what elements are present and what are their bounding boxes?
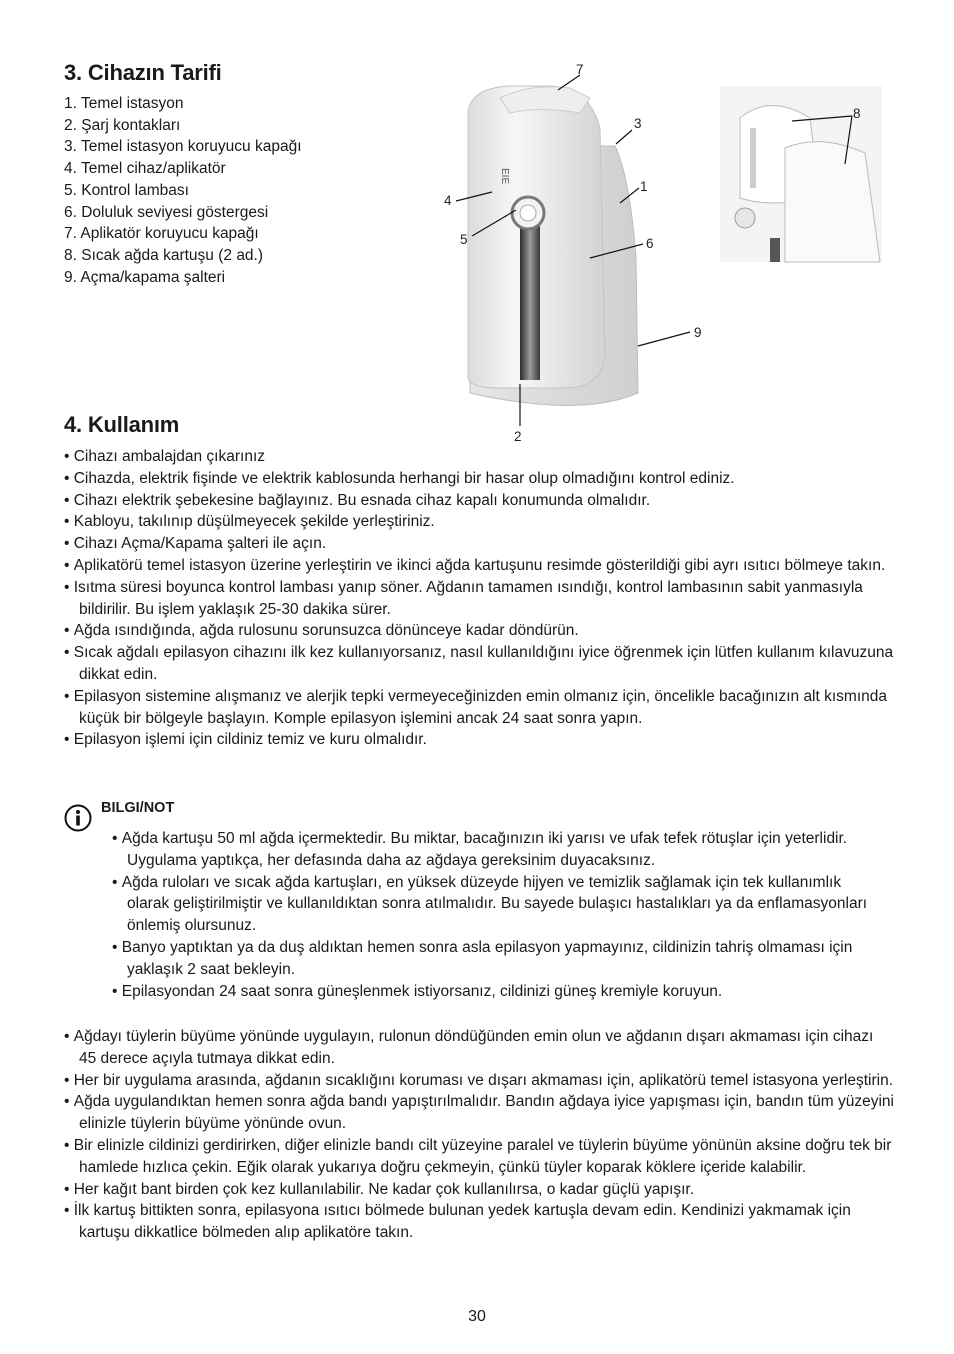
callout-1: 1	[640, 179, 648, 194]
list-item: • Ağda ısındığında, ağda rulosunu sorunsuzca dönünceye kadar döndürün.	[64, 620, 894, 642]
callout-4: 4	[444, 193, 452, 208]
parts-list-item: 3. Temel istasyon koruyucu kapağı	[64, 138, 302, 156]
usage-steps-list	[64, 446, 894, 751]
list-item: • Cihazı elektrik şebekesine bağlayınız. Bu esnada cihaz kapalı konumunda olmalıdır.	[64, 490, 894, 512]
list-item: • Her bir uygulama arasında, ağdanın sıcaklığını koruması ve dışarı akmaması için, aplikatörü temel istasyona yerleştirin.	[64, 1070, 894, 1092]
list-item: • Bir elinizle cildinizi gerdirirken, diğer elinizle bandı cilt yüzeyine paralel ve tüylerin büyüme yönünün aksine doğru tek bir hamlede hızlıca çekin. Eğik olarak yukarıya doğru çekmeyin, çünkü tüyler koparak köklere içeride kalabilir.	[64, 1135, 894, 1179]
list-item: • Ağda ruloları ve sıcak ağda kartuşları, en yüksek düzeyde hijyen ve temizlik sağlamak için tek kullanımlık olarak geliştirilmiştir ve kullanıldıktan sonra atılmalıdır. Bu sayede bulaşıcı hastalıkları ya da enflamasyonları önlemiş olursunuz.	[112, 872, 872, 937]
callout-3: 3	[634, 116, 642, 131]
parts-list-item: 8. Sıcak ağda kartuşu (2 ad.)	[64, 246, 264, 264]
list-item: • Sıcak ağdalı epilasyon cihazını ilk kez kullanıyorsanız, nasıl kullanıldığını iyice öğrenmek için lütfen kullanım kılavuzuna dikkat edin.	[64, 642, 894, 686]
list-item: • Cihazı Açma/Kapama şalteri ile açın.	[64, 533, 894, 555]
callout-6: 6	[646, 236, 654, 251]
parts-list-item: 2. Şarj kontakları	[64, 116, 181, 134]
parts-list-item: 5. Kontrol lambası	[64, 181, 189, 199]
note-list	[112, 828, 872, 1002]
parts-list-item: 9. Açma/kapama şalteri	[64, 268, 226, 286]
section-4-title: 4. Kullanım	[64, 412, 180, 437]
list-item: • Epilasyon işlemi için cildiniz temiz ve kuru olmalıdır.	[64, 729, 894, 751]
page-number: 30	[468, 1308, 486, 1325]
list-item: • Ağda uygulandıktan hemen sonra ağda bandı yapıştırılmalıdır. Bandın ağdaya iyice yapışması için, bandın tüm yüzeyini elinizle tüylerin büyüme yönünde ovun.	[64, 1091, 894, 1135]
applicator	[468, 86, 605, 388]
list-item: • Kabloyu, takılınıp düşülmeyecek şekilde yerleştiriniz.	[64, 511, 894, 533]
list-item: • Cihazı ambalajdan çıkarınız	[64, 446, 894, 468]
callout-8: 8	[853, 106, 861, 121]
parts-list-item: 7. Aplikatör koruyucu kapağı	[64, 225, 259, 243]
section-3-title: 3. Cihazın Tarifi	[64, 60, 222, 85]
list-item: • Banyo yaptıktan ya da duş aldıktan hemen sonra asla epilasyon yapmayınız, cildinizin tahriş olmaması için yaklaşık 2 saat bekleyin.	[112, 937, 872, 981]
parts-list-item: 4. Temel cihaz/aplikatör	[64, 160, 226, 178]
device-figure	[440, 58, 900, 448]
note-title: BILGI/NOT	[101, 800, 175, 816]
list-item: • Her kağıt bant birden çok kez kullanılabilir. Ne kadar çok kullanılırsa, o kadar güçlü yapışır.	[64, 1179, 894, 1201]
list-item: • Ağda kartuşu 50 ml ağda içermektedir. Bu miktar, bacağınızın iki yarısı ve ufak tefek rötuşlar için yeterlidir. Uygulama yaptıkça, her defasında daha az ağdaya gereksinim duyacaksınız.	[112, 828, 872, 872]
list-item: • Aplikatörü temel istasyon üzerine yerleştirin ve ikinci ağda kartuşunu resimde gösterildiği gibi ayrı ısıtıcı bölmeye takın.	[64, 555, 894, 577]
control-lamp-icon	[512, 197, 544, 229]
callout-5: 5	[460, 232, 468, 247]
application-steps-list	[64, 1026, 894, 1244]
list-item: • Epilasyon sistemine alışmanız ve alerjik tepki vermeyeceğinizden emin olmanız için, öncelikle bacağınızın alt kısmında küçük bir bölgeyle başlayın. Komple epilasyon işlemini ancak 24 saat sonra yapın.	[64, 686, 894, 730]
list-item: • Cihazda, elektrik fişinde ve elektrik kablosunda herhangi bir hasar olup olmadığını kontrol ediniz.	[64, 468, 894, 490]
list-item: • İlk kartuş bittikten sonra, epilasyona ısıtıcı bölmede bulunan yedek kartuşla devam edin. Kendinizi yakmamak için kartuşu dikkatlice bölmeden alıp aplikatöre takın.	[64, 1200, 894, 1244]
list-item: • Ağdayı tüylerin büyüme yönünde uygulayın, rulonun döndüğünden emin olun ve ağdanın dışarı akmaması için cihazı 45 derece açıyla tutmaya dikkat edin.	[64, 1026, 894, 1070]
callout-9: 9	[694, 325, 702, 340]
info-icon	[64, 804, 92, 832]
list-item: • Isıtma süresi boyunca kontrol lambası yanıp söner. Ağdanın tamamen ısındığı, kontrol lambasının sabit yanmasıyla bildirilir. Bu işlem yaklaşık 25-30 dakika sürer.	[64, 577, 894, 621]
device-text: EIE	[499, 168, 510, 185]
parts-list	[64, 93, 302, 288]
callout-2: 2	[514, 429, 522, 444]
callout-7: 7	[576, 62, 584, 77]
parts-list-item: 1. Temel istasyon	[64, 95, 184, 112]
parts-list-item: 6. Doluluk seviyesi göstergesi	[64, 203, 269, 221]
list-item: • Epilasyondan 24 saat sonra güneşlenmek istiyorsanız, cildinizi güneş kremiyle koruyun.	[112, 981, 872, 1003]
